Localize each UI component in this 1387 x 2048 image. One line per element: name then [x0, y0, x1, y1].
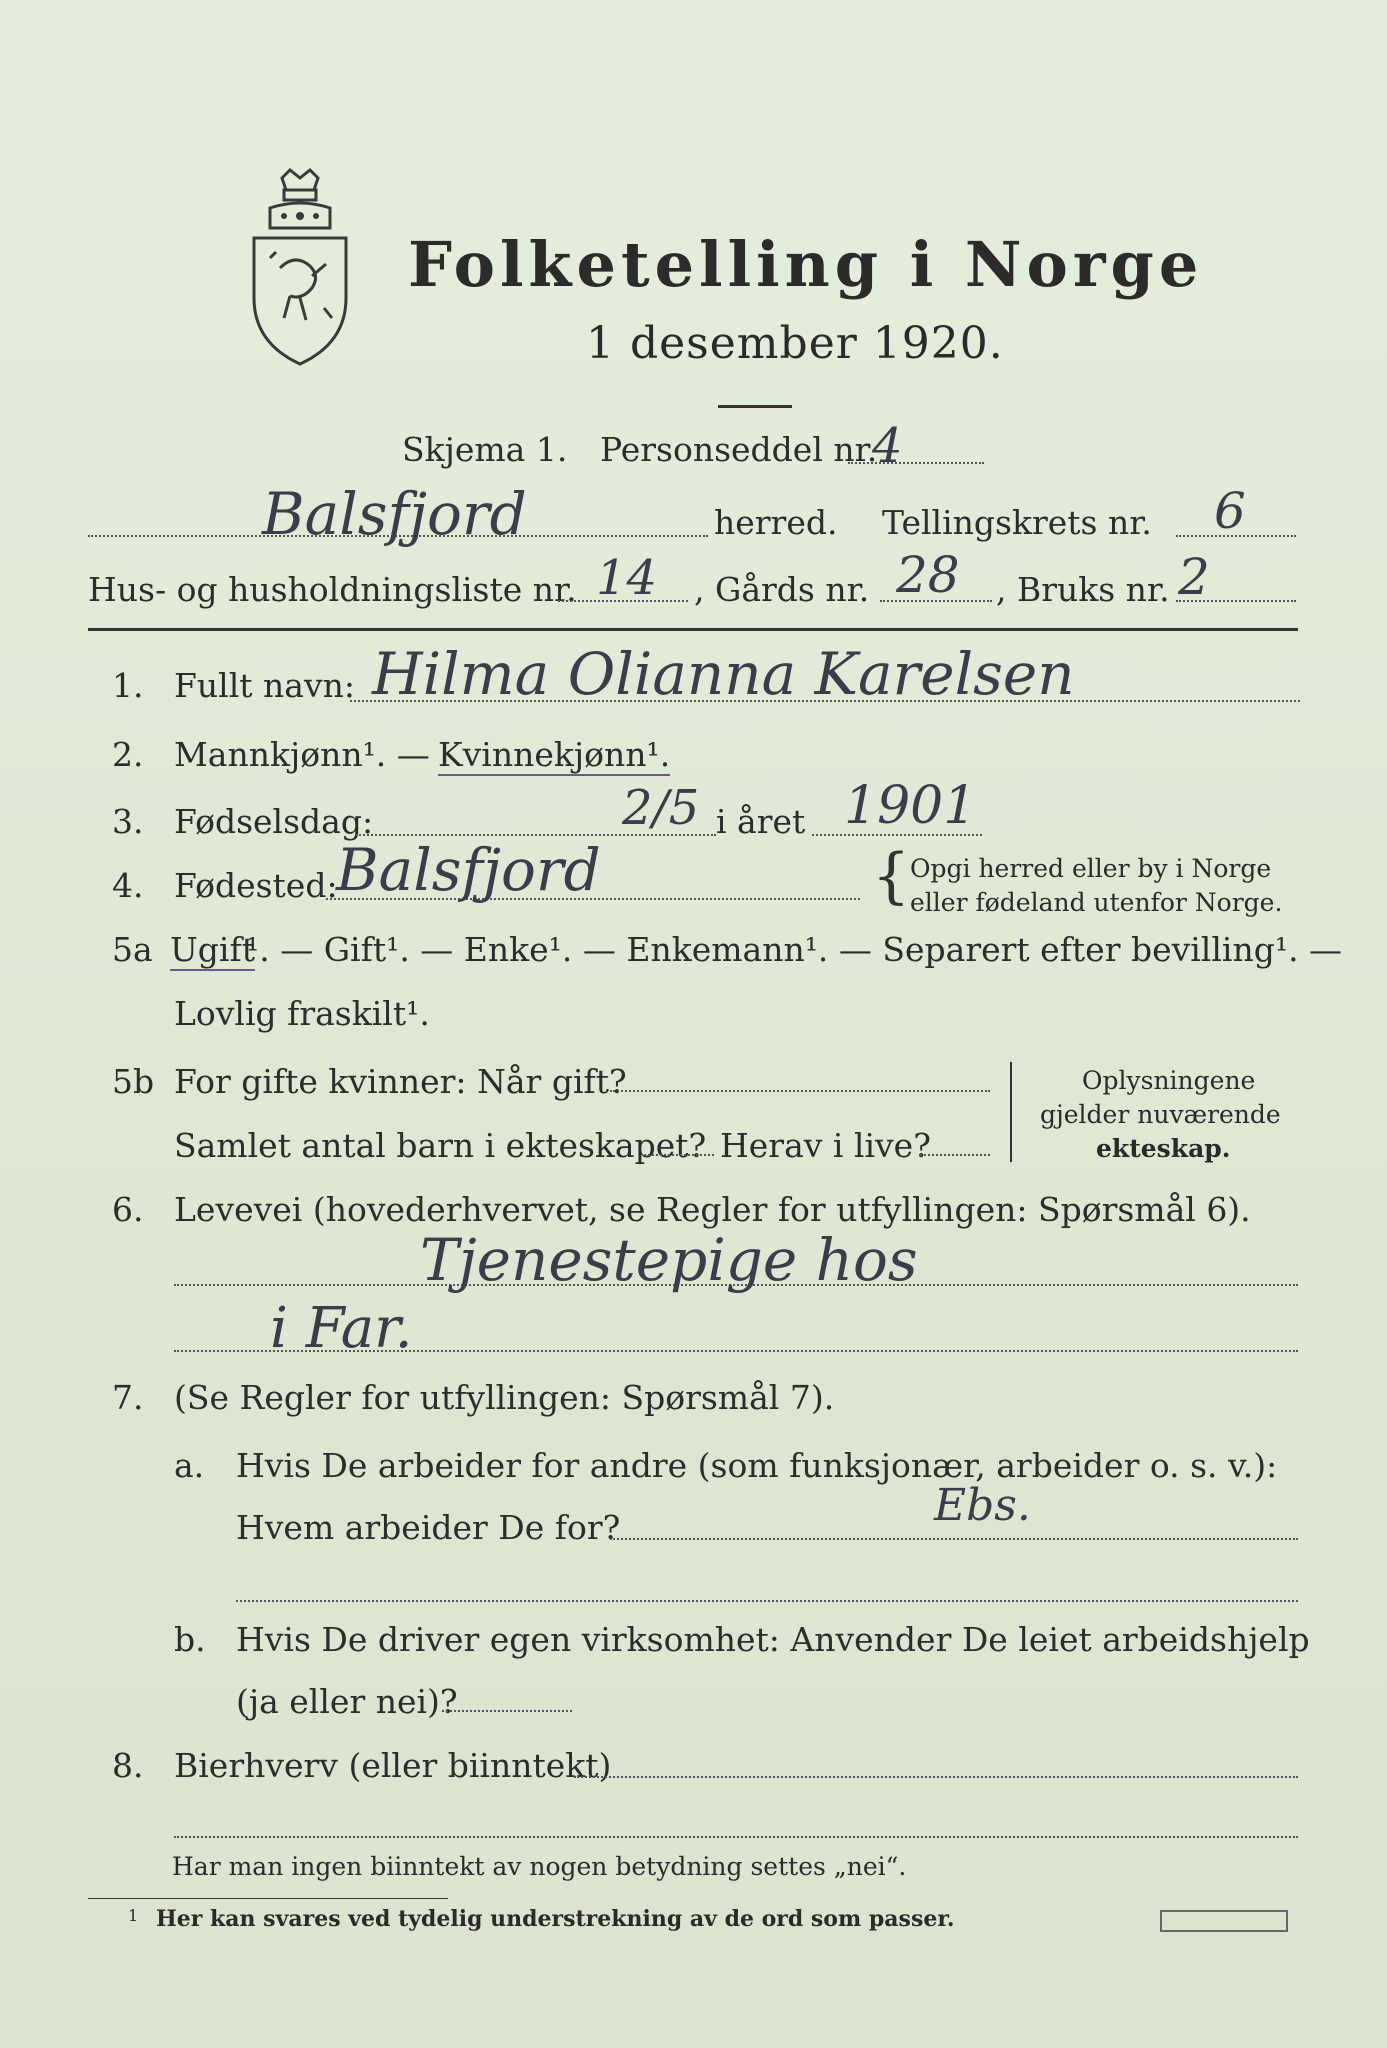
- q5b-label-married: For gifte kvinner: Når gift?: [174, 1062, 627, 1101]
- q5b-married-line: [610, 1090, 990, 1092]
- q5b-note-bracket: [1010, 1062, 1016, 1162]
- bruks-value[interactable]: 2: [1178, 548, 1210, 606]
- q3-label: Fødselsdag:: [174, 802, 374, 841]
- biinntekt-note: Har man ingen biinntekt av nogen betydning settes „nei“.: [172, 1852, 907, 1881]
- herred-label: herred.: [714, 503, 838, 542]
- q5a-number: 5a: [112, 930, 153, 969]
- q7a-line-1: [610, 1538, 1298, 1540]
- q7a-letter: a.: [174, 1446, 205, 1485]
- tellingskrets-value[interactable]: 6: [1214, 482, 1246, 540]
- q5b-note-line3: ekteskap.: [1096, 1134, 1231, 1163]
- q5b-herav-line: [920, 1154, 990, 1156]
- skjema-label: Skjema 1.: [402, 430, 568, 469]
- gards-label: , Gårds nr.: [694, 570, 870, 609]
- q3-year-value[interactable]: 1901: [844, 776, 977, 836]
- q7b-line: [442, 1710, 572, 1712]
- q2-kvinne[interactable]: Kvinnekjønn¹.: [438, 735, 671, 774]
- title-divider: [718, 405, 792, 408]
- q7a-label: Hvis De arbeider for andre (som funksjonær, arbeider o. s. v.):: [236, 1446, 1278, 1485]
- q6-number: 6.: [112, 1190, 144, 1229]
- q8-label: Bierhverv (eller biinntekt): [174, 1746, 612, 1785]
- footnote-number: 1: [128, 1906, 139, 1925]
- q1-value[interactable]: Hilma Olianna Karelsen: [372, 640, 1075, 708]
- q7b-label: Hvis De driver egen virksomhet: Anvender De leiet arbeidshjelp: [236, 1620, 1310, 1659]
- personseddel-line: [848, 462, 984, 464]
- q7a-value[interactable]: Ebs.: [934, 1480, 1031, 1531]
- q7a-line-2: [236, 1600, 1298, 1602]
- q7a-label-who: Hvem arbeider De for?: [236, 1508, 621, 1547]
- q7-label: (Se Regler for utfyllingen: Spørsmål 7).: [174, 1378, 835, 1417]
- q5b-note-line1: Oplysningene: [1082, 1066, 1256, 1095]
- q5b-herav-label: Herav i live?: [720, 1126, 931, 1165]
- gards-value[interactable]: 28: [896, 546, 960, 604]
- header-divider: [88, 628, 1298, 631]
- form-title: Folketelling i Norge: [408, 228, 1204, 301]
- q1-number: 1.: [112, 666, 144, 705]
- q8-line-1: [574, 1776, 1298, 1778]
- footnote-divider: [88, 1898, 448, 1899]
- q4-note-line1: Opgi herred eller by i Norge: [910, 854, 1272, 883]
- q7b-letter: b.: [174, 1620, 206, 1659]
- personseddel-value[interactable]: 4: [872, 418, 903, 474]
- q1-label: Fullt navn:: [174, 666, 355, 705]
- q7b-label-yesno: (ja eller nei)?: [236, 1682, 458, 1721]
- q6-value-line2[interactable]: i Far.: [270, 1296, 413, 1361]
- q5a-fraskilt[interactable]: Lovlig fraskilt¹.: [174, 994, 430, 1033]
- q2-mann[interactable]: Mannkjønn¹. —: [174, 735, 430, 774]
- q4-note-line2: eller fødeland utenfor Norge.: [910, 888, 1283, 917]
- q5b-label-children: Samlet antal barn i ekteskapet?: [174, 1126, 707, 1165]
- q4-number: 4.: [112, 866, 144, 905]
- bruks-label: , Bruks nr.: [996, 570, 1170, 609]
- q5a-ugift[interactable]: Ugift: [170, 930, 255, 969]
- herred-value[interactable]: Balsfjord: [262, 480, 527, 548]
- q4-brace: {: [872, 841, 911, 911]
- q4-value[interactable]: Balsfjord: [336, 836, 601, 904]
- q7-number: 7.: [112, 1378, 144, 1417]
- printer-stamp-box: [1160, 1910, 1288, 1932]
- census-date: 1 desember 1920.: [586, 318, 1004, 369]
- q5a-options[interactable]: ¹. — Gift¹. — Enke¹. — Enkemann¹. — Separert efter bevilling¹. —: [246, 930, 1343, 969]
- q8-line-2: [174, 1836, 1298, 1838]
- q3-year-label: i året: [716, 802, 806, 841]
- hus-value[interactable]: 14: [596, 550, 658, 606]
- q5b-number: 5b: [112, 1062, 155, 1101]
- hus-label: Hus- og husholdningsliste nr.: [88, 570, 577, 609]
- q3-number: 3.: [112, 802, 144, 841]
- q8-number: 8.: [112, 1746, 144, 1785]
- tellingskrets-label: Tellingskrets nr.: [882, 503, 1152, 542]
- coat-of-arms-icon: [240, 168, 360, 368]
- q3-day-value[interactable]: 2/5: [622, 780, 700, 836]
- footnote-text: Her kan svares ved tydelig understrekning av de ord som passer.: [156, 1906, 955, 1932]
- bleed-through-text: [1230, 90, 1238, 118]
- personseddel-label: Personseddel nr.: [600, 430, 878, 469]
- q5b-note-line2: gjelder nuværende: [1040, 1100, 1281, 1129]
- q2-number: 2.: [112, 735, 144, 774]
- q6-value-line1[interactable]: Tjenestepige hos: [420, 1226, 918, 1294]
- q4-label: Fødested:: [174, 866, 338, 905]
- q5b-children-line: [644, 1154, 714, 1156]
- q6-label: Levevei (hovederhvervet, se Regler for utfyllingen: Spørsmål 6).: [174, 1190, 1251, 1229]
